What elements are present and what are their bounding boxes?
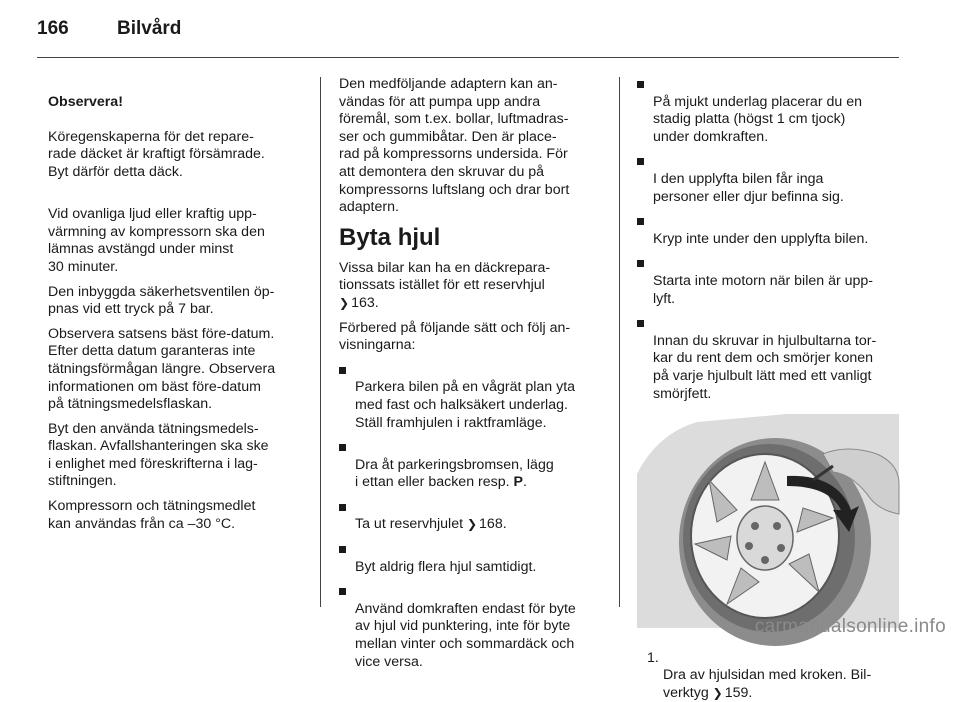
note-block: [48, 76, 310, 199]
page-reference[interactable]: 168.: [479, 516, 507, 533]
list-item: Ta ut reservhjulet ❯ 168.: [339, 499, 607, 534]
page-ref-arrow-icon: ❯: [712, 685, 723, 700]
gear-label: P: [513, 474, 523, 491]
note-text: Köregenskaperna för det repare- rade däcket är kraftigt försämrade. Byt därför detta däck.: [48, 128, 265, 180]
paragraph: Den inbyggda säkerhetsventilen öp- pnas vid ett tryck på 7 bar.: [48, 283, 275, 318]
bullet-square-icon: [637, 260, 644, 267]
bullet-square-icon: [339, 546, 346, 553]
list-item: Använd domkraften endast för byte av hjul vid punktering, inte för byte mellan vinter och sommardäck och vice versa.: [339, 583, 607, 671]
bullet-square-icon: [339, 367, 346, 374]
column-3: [637, 76, 903, 702]
page-header: [37, 18, 181, 50]
list-item: På mjukt underlag placerar du en stadig platta (högst 1 cm tjock) under domkraften.: [637, 76, 903, 146]
section-title: Byta hjul: [339, 223, 441, 251]
column-divider-1: [320, 77, 321, 607]
list-item: Parkera bilen på en vågrät plan yta med fast och halksäkert underlag. Ställ framhjulen i raktframläge.: [339, 362, 607, 432]
bullet-square-icon: [637, 158, 644, 165]
bullet-square-icon: [637, 320, 644, 327]
column-1: [48, 76, 310, 540]
paragraph: Vissa bilar kan ha en däckrepara- tionssats istället för ett reservhjul ❯ 163.: [339, 259, 551, 311]
list-item: Kryp inte under den upplyfta bilen.: [637, 213, 903, 248]
page-reference[interactable]: 159.: [724, 684, 753, 701]
hubcap-removal-illustration: [637, 414, 899, 628]
bullet-square-icon: [637, 81, 644, 88]
step-number: 1.: [647, 649, 659, 666]
adapter-paragraph: Den medföljande adaptern kan an- vändas för att pumpa upp andra föremål, som t.ex. bollar, luftmadras- ser och gummibåtar. Den är place- rad på kompressorns undersida. För att demontera den skruvar du på kompressorns luftslang och drar bort adaptern.: [339, 76, 570, 216]
page-ref-arrow-icon: ❯: [466, 517, 478, 532]
bullet-square-icon: [339, 588, 346, 595]
list-item: Byt aldrig flera hjul samtidigt.: [339, 541, 607, 576]
bullet-square-icon: [339, 444, 346, 451]
list-item: Dra åt parkeringsbromsen, lägg i ettan eller backen resp. P.: [339, 439, 607, 492]
paragraph: Observera satsens bäst före-datum. Efter detta datum garanteras inte tätningsförmågan längre. Observera informationen om bäst före-datum på tätningsmedelsflaskan.: [48, 325, 276, 413]
bullet-square-icon: [637, 218, 644, 225]
list-item: Innan du skruvar in hjulbultarna tor- kar du rent dem och smörjer konen på varje hjulbult lätt med ett vanligt smörjfett.: [637, 315, 903, 403]
page-reference[interactable]: 163.: [351, 294, 379, 311]
step-1: 1. Dra av hjulsidan med kroken. Bil- verktyg ❯ 159.: [647, 649, 872, 701]
page-ref-arrow-icon: ❯: [339, 295, 350, 310]
header-rule: [37, 57, 899, 58]
paragraph: Vid ovanliga ljud eller kraftig upp- värmning av kompressorn ska den lämnas avstängd under minst 30 minuter.: [48, 206, 265, 275]
column-divider-2: [619, 77, 620, 607]
column-2: [339, 76, 607, 678]
note-title: Observera!: [48, 93, 123, 110]
chapter-title: Bilvård: [117, 18, 182, 39]
list-item: Starta inte motorn när bilen är upp- lyft.: [637, 255, 903, 308]
paragraph: Kompressorn och tätningsmedlet kan användas från ca –30 °C.: [48, 498, 256, 532]
paragraph: Byt den använda tätningsmedels- flaskan. Avfallshanteringen ska ske i enlighet med föreskrifterna i lag- stiftningen.: [48, 420, 269, 490]
page-number: 166: [37, 18, 69, 39]
watermark: carmanualsonline.info: [754, 616, 946, 637]
list-item: I den upplyfta bilen får inga personer eller djur befinna sig.: [637, 153, 903, 206]
bullet-square-icon: [339, 504, 346, 511]
paragraph: Förbered på följande sätt och följ an- visningarna:: [339, 319, 571, 354]
